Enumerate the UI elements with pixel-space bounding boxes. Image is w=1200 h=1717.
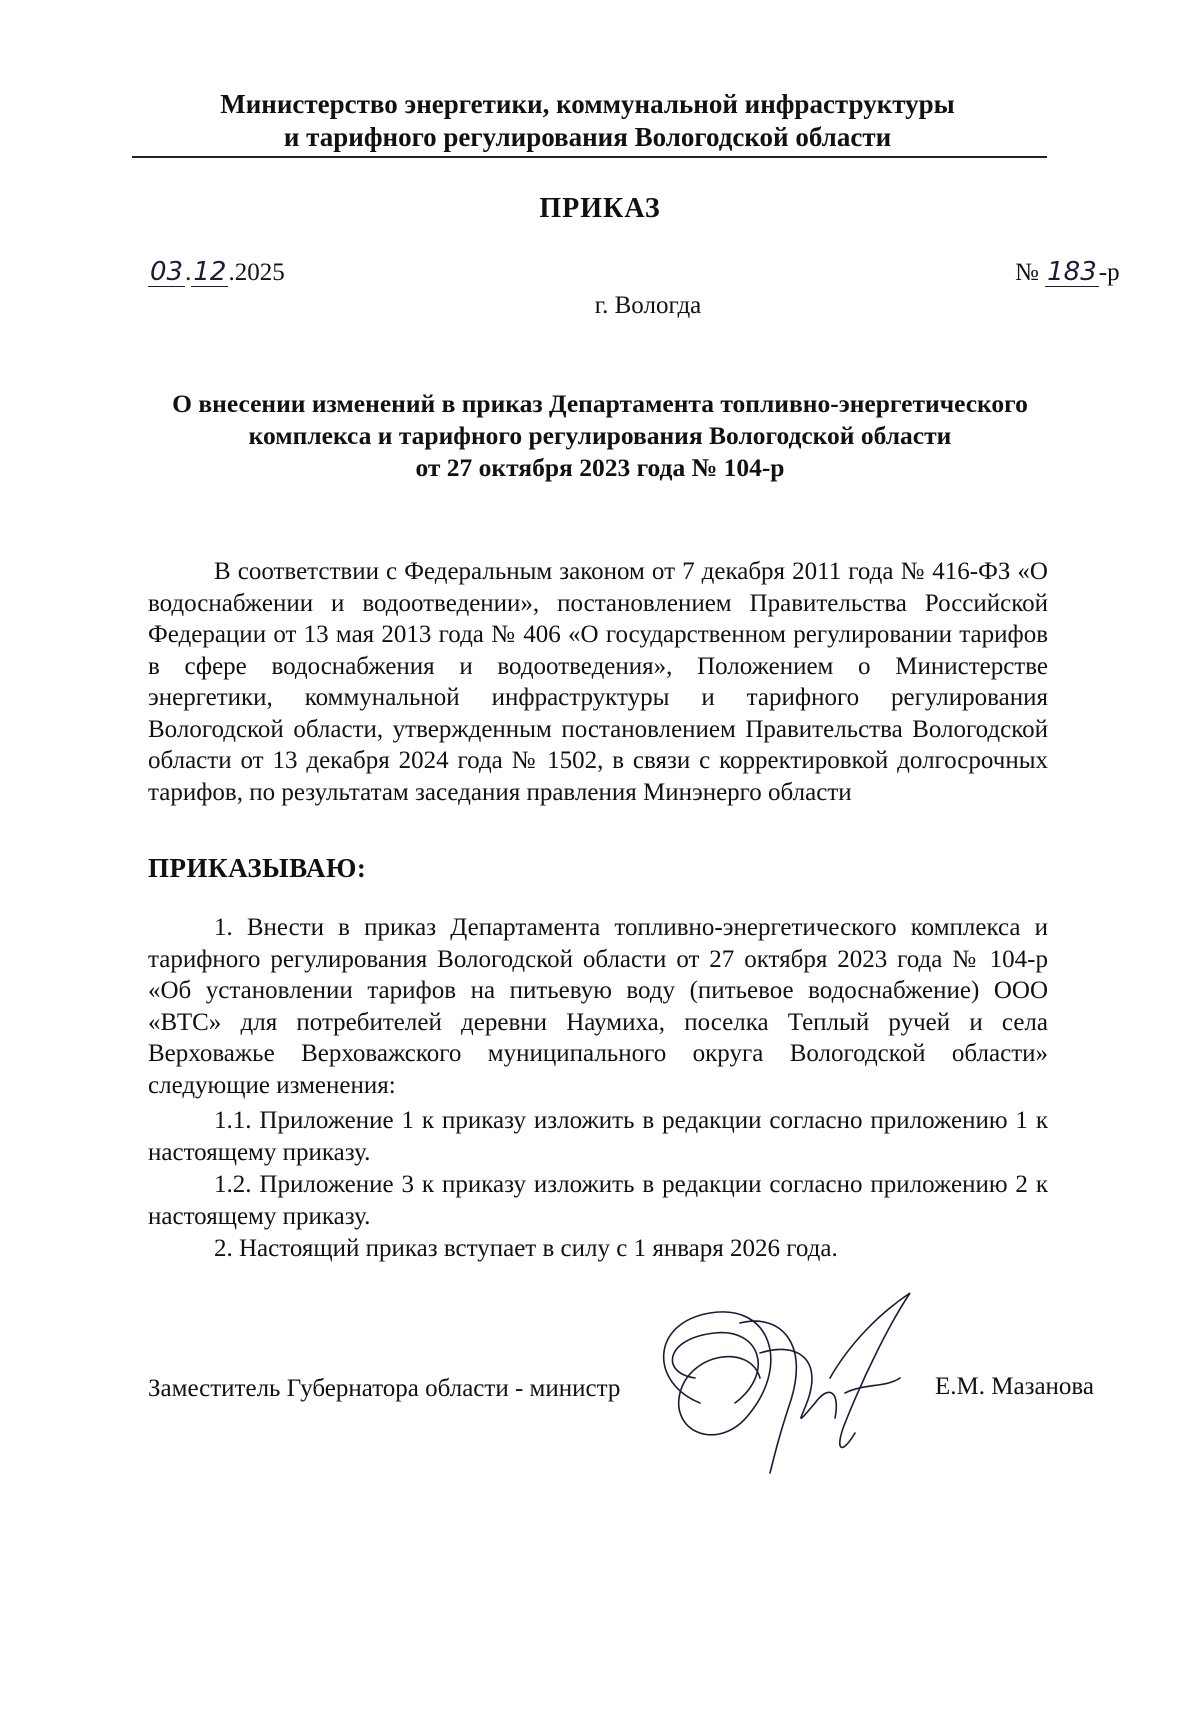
item-1-1-paragraph: 1.1. Приложение 1 к приказу изложить в редакции согласно приложению 1 к настоящему приказу. xyxy=(148,1107,1048,1166)
subject-line-1: О внесении изменений в приказ Департамента топливно-энергетического xyxy=(172,389,1028,418)
date-separator: . xyxy=(185,259,192,286)
item-2-paragraph: 2. Настоящий приказ вступает в силу с 1 января 2026 года. xyxy=(214,1235,838,1262)
ministry-header xyxy=(130,88,1045,154)
ministry-line-1: Министерство энергетики, коммунальной инфраструктуры xyxy=(220,89,955,119)
number-suffix: -р xyxy=(1098,259,1120,286)
date-year: .2025 xyxy=(228,259,285,286)
document-type: ПРИКАЗ xyxy=(539,193,661,224)
document-city: г. Вологда xyxy=(594,292,702,319)
date-month-handwritten: 12 xyxy=(193,257,227,287)
document-number xyxy=(1015,258,1120,287)
document-date xyxy=(148,258,285,287)
order-word: ПРИКАЗЫВАЮ: xyxy=(148,853,367,883)
item-1-2-paragraph: 1.2. Приложение 3 к приказу изложить в редакции согласно приложению 2 к настоящему приказу. xyxy=(148,1171,1048,1230)
header-rule xyxy=(132,156,1047,158)
signatory-name: Е.М. Мазанова xyxy=(935,1373,1094,1400)
handwritten-signature xyxy=(640,1283,930,1483)
document-subject xyxy=(150,388,1050,484)
date-day-handwritten: 03 xyxy=(150,257,184,287)
subject-line-2: комплекса и тарифного регулирования Вологодской области xyxy=(248,421,952,450)
signatory-title: Заместитель Губернатора области - министр xyxy=(148,1375,621,1402)
number-prefix: № xyxy=(1015,259,1039,286)
subject-line-3: от 27 октября 2023 года № 104-р xyxy=(415,453,785,482)
ministry-line-2: и тарифного регулирования Вологодской области xyxy=(283,122,892,152)
number-handwritten: 183 xyxy=(1047,257,1097,287)
preamble-paragraph: В соответствии с Федеральным законом от 7 декабря 2011 года № 416-ФЗ «О водоснабжении и водоотведении», постановлением Правительства Российской Федерации от 13 мая 2013 года № 406 «О государственном регулировании тарифов в сфере водоснабжения и водоотведения», Положением о Министерстве энергетики, коммунальной инфраструктуры и тарифного регулирования Вологодской области, утвержденным постановлением Правительства Вологодской области от 13 декабря 2024 года № 1502, в связи с корректировкой долгосрочных тарифов, по результатам заседания правления Минэнерго области xyxy=(148,558,1048,806)
item-1-paragraph: 1. Внести в приказ Департамента топливно-энергетического комплекса и тарифного регулирования Вологодской области от 27 октября 2023 года № 104-р «Об установлении тарифов на питьевую воду (питьевое водоснабжение) ООО «ВТС» для потребителей деревни Наумиха, поселка Теплый ручей и села Верховажье Верховажского муниципального округа Вологодской области» следующие изменения: xyxy=(148,914,1048,1099)
